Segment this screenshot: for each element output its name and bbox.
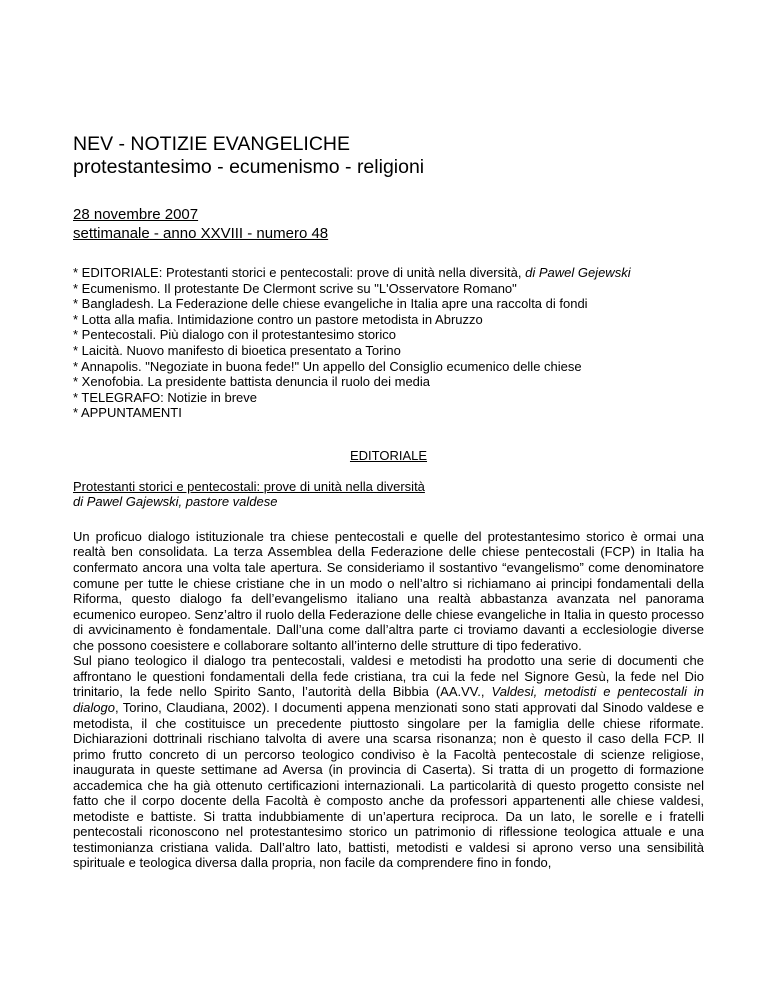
toc-item-text: * Pentecostali. Più dialogo con il protestantesimo storico [73,327,397,343]
issue-info [73,205,704,243]
toc-item-author: di Pawel Gejewski [525,265,631,280]
article-author: di Pawel Gajewski, pastore valdese [73,493,278,509]
toc-item-text: * Bangladesh. La Federazione delle chiese evangeliche in Italia apre una raccolta di fondi [73,296,588,312]
newsletter-subtitle: protestantesimo - ecumenismo - religioni [73,156,425,178]
toc-item-text: * APPUNTAMENTI [73,405,182,421]
newsletter-title: NEV - NOTIZIE EVANGELICHE [73,133,351,155]
toc-item [73,312,704,328]
toc-item-text: * Xenofobia. La presidente battista denuncia il ruolo dei media [73,374,431,390]
issue-number: settimanale - anno XXVIII - numero 48 [73,225,329,242]
toc-item-text: * EDITORIALE: Protestanti storici e pentecostali: prove di unità nella diversità, [73,265,526,280]
toc-item-text: * Laicità. Nuovo manifesto di bioetica presentato a Torino [73,342,401,358]
toc-item [73,265,704,281]
toc-item [73,343,704,359]
toc-item [73,296,704,312]
toc-item-text: * Lotta alla mafia. Intimidazione contro un pastore metodista in Abruzzo [73,311,483,327]
article-paragraph [73,653,704,871]
toc-item [73,327,704,343]
toc-item-text: * TELEGRAFO: Notizie in breve [73,389,257,405]
paragraph-text: Sul piano teologico il dialogo tra pentecostali, valdesi e metodisti ha prodotto una serie di documenti che affrontano le questioni fondamentali della fede cristiana, tra cui la fede nel Signore Gesù, la fede nel Dio trinitario, la fede nello Spirito Santo, l’autorità della Bibbia (AA.VV., [73,653,704,700]
article-body [73,529,704,871]
issue-date: 28 novembre 2007 [73,206,199,223]
section-heading: EDITORIALE [349,447,428,463]
table-of-contents [73,265,704,421]
article-title: Protestanti storici e pentecostali: prove di unità nella diversità [73,478,425,494]
paragraph-text: , Torino, Claudiana, 2002). I documenti appena menzionati sono stati approvati dal Sinodo valdese e metodista, il che costituisce un precedente piuttosto singolare per la famiglia delle chiese riformate. Dichiarazioni dottrinali rischiano talvolta di avere una scarsa risonanza; non è questo il caso della FCP. Il primo frutto concreto di un percorso teologico condiviso è la Facoltà pentecostale di scienze religiose, inaugurata in queste settimane ad Aversa (in provincia di Caserta). Si tratta di un progetto di formazione accademica che ha già ottenuto certificazioni internazionali. La particolarità di questo progetto consiste nel fatto che il corpo docente della Facoltà è composto anche da professori appartenenti alle chiese valdesi, metodiste e battiste. Si tratta indubbiamente di un’apertura reciproca. Da un lato, le sorelle e i fratelli pentecostali riconoscono nel protestantesimo storico un patrimonio di riflessione teologica attuale e una testimonianza cristiana valida. Dall’altro lato, battisti, metodisti e valdesi si aprono verso una sensibilità spirituale e teologica diversa dalla propria, non facile da comprendere fino in fondo, [73,699,704,871]
toc-item-text: * Ecumenismo. Il protestante De Clermont scrive su "L'Osservatore Romano" [73,280,517,296]
toc-item [73,374,704,390]
article-paragraph: Un proficuo dialogo istituzionale tra chiese pentecostali e quelle del protestantesimo storico è ormai una realtà ben consolidata. La terza Assemblea della Federazione delle chiese pentecostali (FCP) in Italia ha confermato ancora una volta tale apertura. Se consideriamo il sostantivo “evangelismo” come denominatore comune per tutte le chiese cristiane che in un modo o nell’altro si richiamano ai principi fondamentali della Riforma, questo dialogo fa dell’evangelismo italiano una realtà abbastanza avanzata nel panorama ecumenico europeo. Senz’altro il ruolo della Federazione delle chiese evangeliche in Italia in questo processo di avvicinamento è fondamentale. Dall’una come dall’altra parte ci troviamo davanti a ecclesiologie diverse che possono coesistere e collaborare soltanto all’interno delle strutture di tipo federativo. [73,528,704,653]
toc-item-text: * Annapolis. "Negoziate in buona fede!" Un appello del Consiglio ecumenico delle chiese [73,358,582,374]
toc-item [73,359,704,375]
toc-item [73,405,704,421]
book-title: Valdesi, metodisti e pentecostali in dialogo [73,684,704,715]
toc-item [73,390,704,406]
toc-item [73,281,704,297]
